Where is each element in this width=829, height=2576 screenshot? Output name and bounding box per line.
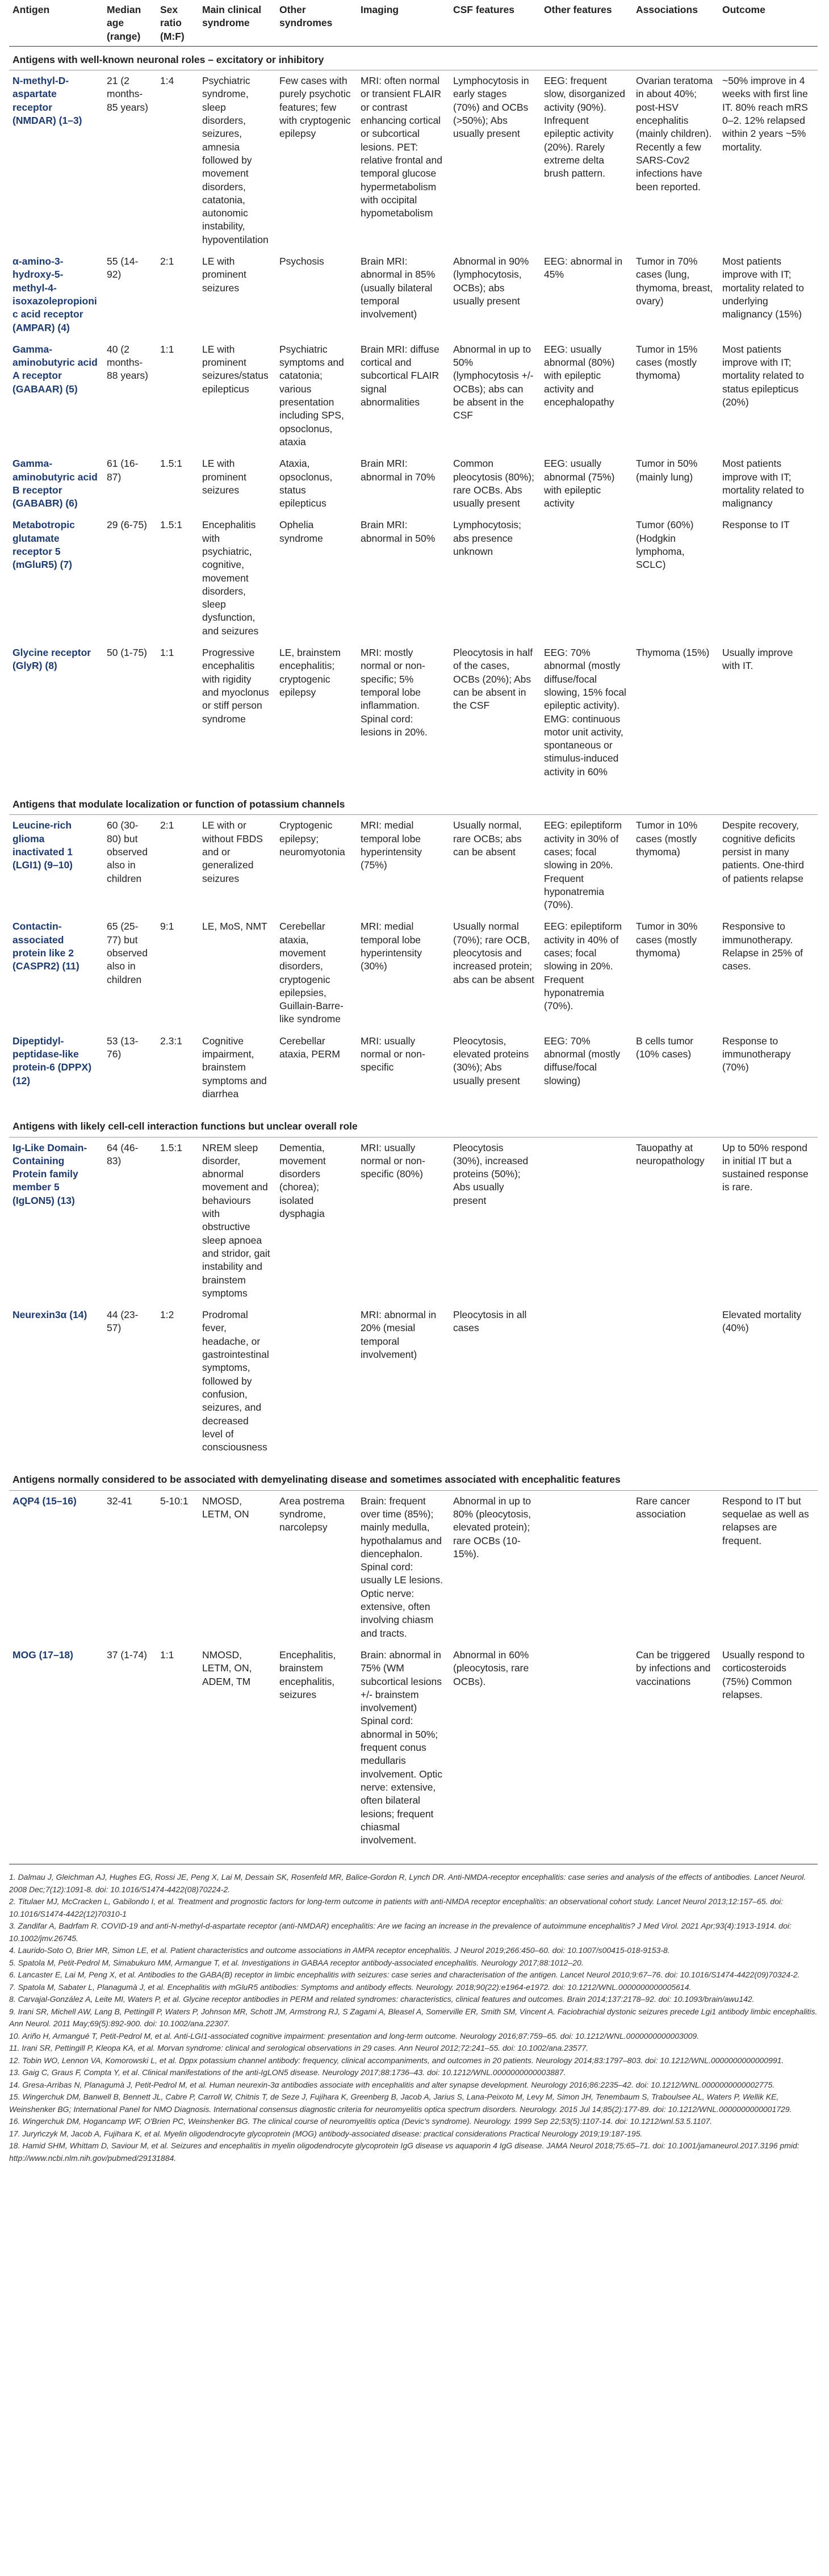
- reference-item: 5. Spatola M, Petit-Pedrol M, Simabukuro MM, Armangue T, et al. Investigations in GABAA receptor antibody-associated encephalitis. Neurology 2017;88:1012–20.: [9, 1958, 584, 1967]
- section-header: [9, 46, 818, 70]
- column-header: Associations: [633, 0, 719, 46]
- table-cell: 61 (16-87): [107, 458, 139, 483]
- table-cell: Can be triggered by infections and vaccinations: [636, 1649, 711, 1687]
- table-cell: MRI: medial temporal lobe hyperintensity (75%): [361, 819, 422, 871]
- table-cell: Brain MRI: abnormal in 50%: [361, 519, 436, 544]
- table-cell: Thymoma (15%): [636, 647, 710, 659]
- table-cell: Dementia, movement disorders (chorea); isolated dysphagia: [279, 1141, 326, 1220]
- reference-item: 15. Wingerchuk DM, Banwell B, Bennett JL, Cabre P, Carroll W, Chitnis T, de Seze J, Fujihara K, Greenberg B, Jacob A, Jarius S, Lana-Peixoto M, Levy M, Simon JH, Tenembaum S, Traboulsee AL, Waters P, Wellik KE, Weinshenker BG; International Panel for NMO Diagnosis. International consensus diagnostic criteria for neuromyelitis optica spectrum disorders. Neurology. 2015 Jul 14;85(2):177-89. doi: 10.1212/WNL.0000000000001729.: [9, 2092, 792, 2114]
- section-title: Antigens with likely cell-cell interaction functions but unclear overall role: [9, 1113, 818, 1137]
- table-cell: Lymphocytosis; abs presence unknown: [453, 519, 521, 557]
- table-cell: Ataxia, opsoclonus, status epilepticus: [279, 458, 333, 509]
- table-cell: Psychiatric syndrome, sleep disorders, seizures, amnesia followed by movement disorders, catatonia, autonomic instability, hypoventilation: [202, 75, 269, 245]
- table-cell: NMOSD, LETM, ON: [202, 1495, 249, 1520]
- table-cell: Ophelia syndrome: [279, 519, 323, 544]
- table-cell: NREM sleep disorder, abnormal movement and behaviours with obstructive sleep apnoea and stridor, gait instability and brainstem symptoms: [202, 1141, 270, 1299]
- table-cell: 32-41: [107, 1495, 132, 1507]
- table-cell: Usually normal, rare OCBs; abs can be absent: [453, 819, 522, 858]
- table-cell: 1.5:1: [160, 1141, 182, 1153]
- table-cell: 29 (6-75): [107, 519, 148, 531]
- column-header: CSF features: [450, 0, 541, 46]
- reference-item: 4. Laurido-Soto O, Brier MR, Simon LE, et al. Patient characteristics and outcome associations in AMPA receptor encephalitis. J Neurol 2019;266:450–60. doi: 10.1007/s00415-018-9153-8.: [9, 1946, 670, 1955]
- table-cell: Responsive to immunotherapy. Relapse in 25% of cases.: [722, 921, 803, 972]
- reference-item: 6. Lancaster E, Lai M, Peng X, et al. Antibodies to the GABA(B) receptor in limbic encephalitis with seizures: case series and characterisation of the antigen. Lancet Neurol 2010;9:67–76. doi: 10.1016/S1474-4422(09)70324-2.: [9, 1970, 800, 1980]
- table-cell: Lymphocytosis in early stages (70%) and OCBs (>50%); Abs usually present: [453, 75, 529, 140]
- column-header: Sex ratio (M:F): [157, 0, 199, 46]
- table-cell: Brain: abnormal in 75% (WM subcortical lesions +/- brainstem involvement) Spinal cord: abnormal in 50%; frequent conus medullaris involvement. Optic nerve: extensive, often bilateral lesions; frequent chiasmal involvement.: [361, 1649, 442, 1846]
- antigen-name: Contactin-associated protein like 2 (CASPR2) (11): [12, 921, 79, 972]
- table-cell: Pleocytosis in half of the cases, OCBs (20%); Abs can be absent in the CSF: [453, 647, 533, 712]
- table-cell: Brain MRI: abnormal in 85% (usually bilateral temporal involvement): [361, 256, 436, 320]
- table-cell: Tauopathy at neuropathology: [636, 1141, 705, 1166]
- table-row: [9, 453, 818, 515]
- table-row: [9, 642, 818, 791]
- table-row: [9, 1031, 818, 1113]
- table-cell: Elevated mortality (40%): [722, 1309, 802, 1334]
- antigen-table: [9, 0, 818, 1859]
- table-cell: [541, 515, 633, 642]
- table-cell: [541, 1490, 633, 1645]
- table-cell: Usually improve with IT.: [722, 647, 793, 672]
- table-cell: 1:1: [160, 1649, 174, 1661]
- references: [9, 1864, 818, 2164]
- table-cell: 37 (1-74): [107, 1649, 148, 1661]
- table-cell: Most patients improve with IT; mortality related to malignancy: [722, 458, 804, 509]
- table-cell: [541, 1304, 633, 1466]
- table-cell: 50 (1-75): [107, 647, 148, 659]
- reference-item: 9. Irani SR, Michell AW, Lang B, Pettingill P, Waters P, Johnson MR, Schott JM, Armstrong RJ, S Zagami A, Bleasel A, Somerville ER, Smith SM, Vincent A. Faciobrachial dystonic seizures precede Lgi1 antibody limbic encephalitis. Ann Neurol. 2011 May;69(5):892-900. doi: 10.1002/ana.22307.: [9, 2006, 818, 2029]
- table-cell: EEG: abnormal in 45%: [544, 256, 623, 281]
- table-row: [9, 70, 818, 251]
- table-cell: Response to immunotherapy (70%): [722, 1035, 791, 1073]
- table-cell: LE with prominent seizures: [202, 458, 246, 496]
- antigen-name: N-methyl-D-aspartate receptor (NMDAR) (1–3): [12, 75, 82, 127]
- table-cell: 1.5:1: [160, 458, 182, 470]
- section-title: Antigens normally considered to be associated with demyelinating disease and sometimes associated with encephalitic features: [9, 1466, 818, 1490]
- table-cell: 9:1: [160, 921, 174, 932]
- table-body: [9, 46, 818, 1859]
- table-cell: 1:4: [160, 75, 174, 87]
- antigen-name: AQP4 (15–16): [12, 1495, 77, 1507]
- table-cell: Despite recovery, cognitive deficits persist in many patients. One-third of patients relapse: [722, 819, 804, 884]
- table-cell: Abnormal in 60% (pleocytosis, rare OCBs).: [453, 1649, 529, 1687]
- table-cell: 21 (2 months-85 years): [107, 75, 148, 113]
- table-cell: Abnormal in up to 50% (lymphocytosis +/- OCBs); abs can be absent in the CSF: [453, 343, 534, 421]
- table-cell: EEG: 70% abnormal (mostly diffuse/focal slowing, 15% focal epileptic activity). EMG: continuous motor unit activity, spontaneous or stimulus-induced activity in 60%: [544, 647, 626, 777]
- table-cell: Pleocytosis in all cases: [453, 1309, 527, 1334]
- table-cell: MRI: usually normal or non-specific: [361, 1035, 425, 1073]
- table-cell: Cerebellar ataxia, movement disorders, cryptogenic epilepsies, Guillain-Barre-like syndrome: [279, 921, 344, 1025]
- table-cell: Abnormal in up to 80% (pleocytosis, elevated protein); rare OCBs (10-15%).: [453, 1495, 531, 1559]
- reference-item: 7. Spatola M, Sabater L, Planagumà J, et al. Encephalitis with mGluR5 antibodies: Symptoms and antibody effects. Neurology. 2018;90(22):e1964-e1972. doi: 10.1212/WNL.0000000000005614.: [9, 1982, 692, 1992]
- table-cell: 2:1: [160, 819, 174, 831]
- table-cell: Cerebellar ataxia, PERM: [279, 1035, 340, 1060]
- reference-item: 17. Juryńczyk M, Jacob A, Fujihara K, et al. Myelin oligodendrocyte glycoprotein (MOG) antibody-associated disease: practical considerations Practical Neurology 2019;19:187-195.: [9, 2128, 643, 2138]
- table-cell: MRI: medial temporal lobe hyperintensity (30%): [361, 921, 422, 972]
- table-cell: LE with or without FBDS and or generalized seizures: [202, 819, 263, 884]
- antigen-name: Ig-Like Domain-Containing Protein family member 5 (IgLON5) (13): [12, 1141, 87, 1206]
- table-cell: Cryptogenic epilepsy; neuromyotonia: [279, 819, 345, 858]
- table-cell: [541, 1137, 633, 1304]
- table-header: [9, 0, 818, 46]
- table-cell: EEG: 70% abnormal (mostly diffuse/focal slowing): [544, 1035, 621, 1086]
- table-cell: 1:1: [160, 343, 174, 355]
- table-cell: EEG: epileptiform activity in 30% of cases; focal slowing in 20%. Frequent hyponatremia (70%).: [544, 819, 622, 911]
- column-header: Antigen: [9, 0, 103, 46]
- section-header: [9, 1113, 818, 1137]
- table-cell: Encephalitis with psychiatric, cognitive, movement disorders, sleep dysfunction, and seizures: [202, 519, 259, 637]
- table-cell: 60 (30-80) but observed also in children: [107, 819, 148, 884]
- table-cell: Most patients improve with IT; mortality related to underlying malignancy (15%): [722, 256, 804, 320]
- table-cell: Pleocytosis, elevated proteins (30%); Abs usually present: [453, 1035, 529, 1086]
- table-cell: Tumor in 70% cases (lung, thymoma, breast, ovary): [636, 256, 713, 307]
- table-cell: Tumor in 50% (mainly lung): [636, 458, 698, 483]
- table-cell: Usually normal (70%); rare OCB, pleocytosis and increased protein; abs can be absent: [453, 921, 535, 985]
- table-cell: LE, brainstem encephalitis; cryptogenic epilepsy: [279, 647, 341, 698]
- table-row: [9, 916, 818, 1030]
- section-header: [9, 1466, 818, 1490]
- section-title: Antigens with well-known neuronal roles – excitatory or inhibitory: [9, 46, 818, 70]
- table-cell: 1:1: [160, 647, 174, 659]
- table-cell: ~50% improve in 4 weeks with first line IT. 80% reach mRS 0–2. 12% relapsed within 2 years ~5% mortality.: [722, 75, 808, 153]
- reference-item: 13. Gaig C, Graus F, Compta Y, et al. Clinical manifestations of the anti-IgLON5 disease. Neurology 2017;88:1736–43. doi: 10.1212/WNL.0000000000003887.: [9, 2068, 566, 2077]
- table-row: [9, 251, 818, 339]
- reference-item: 14. Gresa-Arribas N, Planagumà J, Petit-Pedrol M, et al. Human neurexin-3α antibodies associate with encephalitis and alter synapse development. Neurology 2016;86:2235–42. doi: 10.1212/WNL.0000000000002775.: [9, 2080, 775, 2089]
- column-header: Imaging: [357, 0, 450, 46]
- table-cell: NMOSD, LETM, ON, ADEM, TM: [202, 1649, 252, 1687]
- table-cell: Brain MRI: diffuse cortical and subcortical FLAIR signal abnormalities: [361, 343, 439, 408]
- table-cell: 2.3:1: [160, 1035, 182, 1047]
- table-cell: Pleocytosis (30%), increased proteins (50%); Abs usually present: [453, 1141, 529, 1206]
- table-cell: Tumor (60%) (Hodgkin lymphoma, SCLC): [636, 519, 694, 571]
- table-cell: [276, 1304, 357, 1466]
- table-cell: B cells tumor (10% cases): [636, 1035, 694, 1060]
- table-row: [9, 1304, 818, 1466]
- table-cell: LE with prominent seizures/status epilepticus: [202, 343, 269, 395]
- table-cell: LE with prominent seizures: [202, 256, 246, 294]
- table-row: [9, 339, 818, 453]
- table-cell: Tumor in 10% cases (mostly thymoma): [636, 819, 698, 858]
- table-cell: MRI: often normal or transient FLAIR or contrast enhancing cortical or subcortical lesions. PET: relative frontal and temporal glucose hypermetabolism with occipital hypometabolism: [361, 75, 442, 219]
- reference-item: 2. Titulaer MJ, McCracken L, Gabilondo I, et al. Treatment and prognostic factors for long-term outcome in patients with anti-NMDA receptor encephalitis: an observational cohort study. Lancet Neurol 2013;12:157–65. doi: 10.1016/S1474-4422(12)70310-1: [9, 1897, 783, 1918]
- table-cell: 55 (14-92): [107, 256, 139, 281]
- reference-item: 10. Ariño H, Armangué T, Petit-Pedrol M, et al. Anti-LGI1-associated cognitive impairment: presentation and long-term outcome. Neurology 2016;87:759–65. doi: 10.1212/WNL.0000000000003009.: [9, 2031, 700, 2040]
- table-cell: Rare cancer association: [636, 1495, 690, 1520]
- table-cell: Up to 50% respond in initial IT but a sustained response is rare.: [722, 1141, 809, 1193]
- table-cell: 2:1: [160, 256, 174, 267]
- table-row: [9, 815, 818, 917]
- column-header: Other features: [541, 0, 633, 46]
- antigen-name: Glycine receptor (GlyR) (8): [12, 647, 91, 672]
- table-row: [9, 1490, 818, 1645]
- column-header: Outcome: [719, 0, 818, 46]
- antigen-name: Gamma-aminobutyric acid A receptor (GABAAR) (5): [12, 343, 98, 395]
- table-row: [9, 1137, 818, 1304]
- table-cell: 1:2: [160, 1309, 174, 1321]
- section-header: [9, 791, 818, 815]
- table-cell: LE, MoS, NMT: [202, 921, 267, 932]
- reference-item: 11. Irani SR, Pettingill P, Kleopa KA, et al. Morvan syndrome: clinical and serological observations in 29 cases. Ann Neurol 2012;72:241–55. doi: 10.1002/ana.23577.: [9, 2043, 589, 2053]
- table-cell: 53 (13-76): [107, 1035, 139, 1060]
- table-cell: 64 (46-83): [107, 1141, 139, 1166]
- table-cell: Ovarian teratoma in about 40%; post-HSV encephalitis (mainly children). Recently a few SARS-Cov2 infections have been reported.: [636, 75, 713, 193]
- table-cell: Few cases with purely psychotic features; few with cryptogenic epilepsy: [279, 75, 351, 140]
- table-cell: Area postrema syndrome, narcolepsy: [279, 1495, 345, 1533]
- antigen-name: Metabotropic glutamate receptor 5 (mGluR5) (7): [12, 519, 75, 571]
- table-cell: Encephalitis, brainstem encephalitis, seizures: [279, 1649, 336, 1700]
- table-cell: Tumor in 30% cases (mostly thymoma): [636, 921, 698, 959]
- table-cell: 65 (25-77) but observed also in children: [107, 921, 148, 985]
- table-row: [9, 1645, 818, 1859]
- table-cell: Abnormal in 90% (lymphocytosis, OCBs); abs usually present: [453, 256, 529, 307]
- table-cell: Cognitive impairment, brainstem symptoms and diarrhea: [202, 1035, 267, 1099]
- table-cell: EEG: usually abnormal (75%) with epileptic activity: [544, 458, 615, 509]
- table-cell: Common pleocytosis (80%); rare OCBs. Abs usually present: [453, 458, 534, 509]
- table-cell: Tumor in 15% cases (mostly thymoma): [636, 343, 698, 382]
- antigen-name: α-amino-3-hydroxy-5-methyl-4-isoxazolepropionic acid receptor (AMPAR) (4): [12, 256, 97, 333]
- table-cell: Brain: frequent over time (85%); mainly medulla, hypothalamus and diencephalon. Spinal cord: usually LE lesions. Optic nerve: extensive, often involving chiasm and tracts.: [361, 1495, 443, 1639]
- antigen-name: MOG (17–18): [12, 1649, 73, 1661]
- table-cell: [541, 1645, 633, 1859]
- table-cell: Most patients improve with IT; mortality related to status epilepticus (20%): [722, 343, 804, 408]
- table-cell: 5-10:1: [160, 1495, 189, 1507]
- table-cell: Psychosis: [279, 256, 324, 267]
- table-cell: EEG: epileptiform activity in 40% of cases; focal slowing in 20%. Frequent hyponatremia (70%).: [544, 921, 622, 1012]
- table-cell: MRI: abnormal in 20% (mesial temporal involvement): [361, 1309, 437, 1361]
- antigen-name: Neurexin3α (14): [12, 1309, 87, 1321]
- table-cell: Brain MRI: abnormal in 70%: [361, 458, 436, 483]
- table-cell: Prodromal fever, headache, or gastrointestinal symptoms, followed by confusion, seizures, and decreased level of consciousness: [202, 1309, 269, 1453]
- reference-item: 3. Zandifar A, Badrfam R. COVID-19 and anti-N-methyl-d-aspartate receptor (anti-NMDAR) encephalitis: Are we facing an increase in the prevalence of autoimmune encephalitis? J Med Virol. 2021 Apr;93(4):1913-1914. doi: 10.1002/jmv.26745.: [9, 1921, 792, 1943]
- table-cell: EEG: frequent slow, disorganized activity (90%). Infrequent epileptic activity (20%). Rarely extreme delta brush pattern.: [544, 75, 625, 179]
- antigen-name: Leucine-rich glioma inactivated 1 (LGI1) (9–10): [12, 819, 73, 871]
- table-cell: Respond to IT but sequelae as well as relapses are frequent.: [722, 1495, 809, 1546]
- table-cell: 1.5:1: [160, 519, 182, 531]
- table-cell: 40 (2 months-88 years): [107, 343, 148, 382]
- reference-item: 1. Dalmau J, Gleichman AJ, Hughes EG, Rossi JE, Peng X, Lai M, Dessain SK, Rosenfeld MR, Balice-Gordon R, Lynch DR. Anti-NMDA-receptor encephalitis: case series and analysis of the effects of antibodies. Lancet Neurol. 2008 Dec;7(12):1091-8. doi: 10.1016/S1474-4422(08)70224-2.: [9, 1872, 806, 1894]
- table-cell: Usually respond to corticosteroids (75%) Common relapses.: [722, 1649, 805, 1700]
- column-header: Median age (range): [103, 0, 157, 46]
- reference-item: 16. Wingerchuk DM, Hogancamp WF, O'Brien PC, Weinshenker BG. The clinical course of neuromyelitis optica (Devic's syndrome). Neurology. 1999 Sep 22;53(5):1107-14. doi: 10.1212/wnl.53.5.1107.: [9, 2117, 713, 2126]
- antigen-name: Dipeptidyl-peptidase-like protein-6 (DPPX) (12): [12, 1035, 92, 1086]
- table-cell: [633, 1304, 719, 1466]
- table-cell: 44 (23-57): [107, 1309, 139, 1334]
- reference-item: 12. Tobin WO, Lennon VA, Komorowski L, et al. Dppx potassium channel antibody: frequency, clinical accompaniments, and outcomes in 20 patients. Neurology 2014;83:1797–803. doi: 10.1212/WNL.0000000000000991.: [9, 2055, 784, 2065]
- column-header: Other syndromes: [276, 0, 357, 46]
- table-cell: EEG: usually abnormal (80%) with epileptic activity and encephalopathy: [544, 343, 615, 408]
- table-cell: MRI: mostly normal or non-specific; 5% temporal lobe inflammation. Spinal cord: lesions in 20%.: [361, 647, 428, 738]
- table-row: [9, 515, 818, 642]
- antigen-name: Gamma-aminobutyric acid B receptor (GABABR) (6): [12, 458, 98, 509]
- table-cell: Response to IT: [722, 519, 790, 531]
- reference-item: 18. Hamid SHM, Whittam D, Saviour M, et al. Seizures and encephalitis in myelin oligodendrocyte glycoprotein IgG disease vs aquaporin 4 IgG disease. JAMA Neurol 2018;75:65–71. doi: 10.1001/jamaneurol.2017.3196 pmid: http://www.ncbi.nlm.nih.gov/pubmed/29131884.: [9, 2141, 799, 2163]
- table-cell: Progressive encephalitis with rigidity and myoclonus or stiff person syndrome: [202, 647, 269, 725]
- table-cell: MRI: usually normal or non-specific (80%): [361, 1141, 425, 1180]
- table-cell: Psychiatric symptoms and catatonia; various presentation including SPS, opsoclonus, ataxia: [279, 343, 344, 448]
- reference-item: 8. Carvajal-González A, Leite MI, Waters P, et al. Glycine receptor antibodies in PERM and related syndromes: characteristics, clinical features and outcomes. Brain 2014;137:2178–92. doi: 10.1093/brain/awu142.: [9, 1994, 755, 2004]
- column-header: Main clinical syndrome: [199, 0, 276, 46]
- section-title: Antigens that modulate localization or function of potassium channels: [9, 791, 818, 815]
